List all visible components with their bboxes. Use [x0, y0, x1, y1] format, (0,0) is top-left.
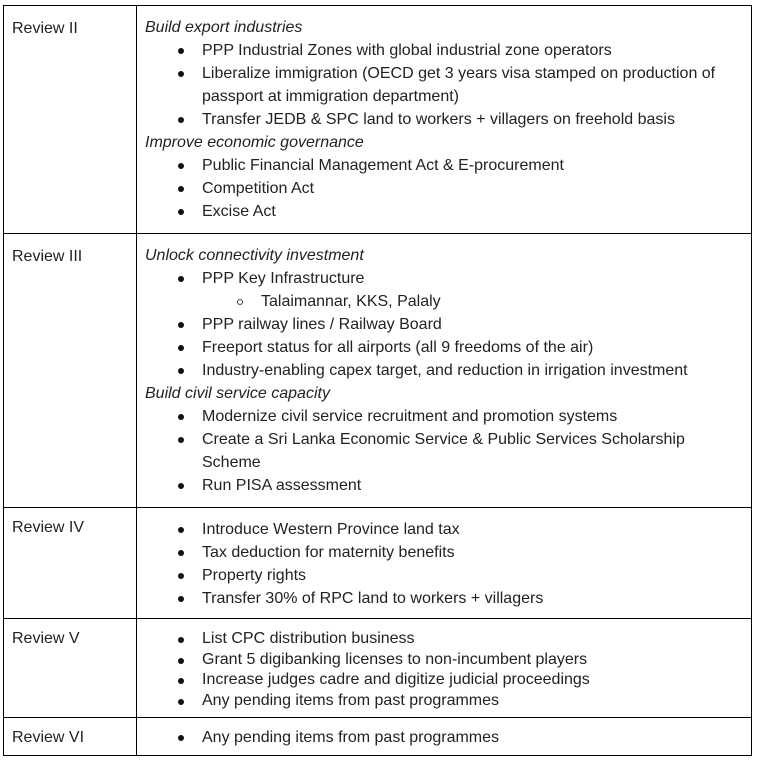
list-item: Run PISA assessment: [145, 474, 751, 497]
list-item: Industry-enabling capex target, and reduction in irrigation investment: [145, 359, 751, 382]
list-item: Excise Act: [145, 200, 751, 223]
review-label-cell: [4, 6, 137, 234]
section-heading: Build export industries: [145, 19, 303, 36]
list-item: Modernize civil service recruitment and promotion systems: [145, 405, 751, 428]
review-content-cell: [137, 508, 752, 619]
section-heading: Build civil service capacity: [145, 385, 330, 402]
list-item: List CPC distribution business: [145, 629, 751, 650]
section-heading: Unlock connectivity investment: [145, 247, 364, 264]
list-item: Any pending items from past programmes: [145, 726, 751, 749]
review-label-cell: [4, 234, 137, 508]
review-label: Review II: [12, 20, 78, 37]
review-label: Review V: [12, 630, 80, 647]
review-content-cell: [137, 234, 752, 508]
list-item: Any pending items from past programmes: [145, 691, 751, 712]
review-label-cell: [4, 508, 137, 619]
review-row: [4, 6, 752, 234]
bullet-list: [145, 154, 751, 223]
review-label-cell: [4, 718, 137, 756]
list-item: Transfer JEDB & SPC land to workers + villagers on freehold basis: [145, 108, 751, 131]
review-label: Review VI: [12, 729, 85, 746]
bullet-list: [145, 39, 751, 131]
review-label: Review IV: [12, 519, 85, 536]
review-label: Review III: [12, 248, 83, 265]
review-content-cell: [137, 619, 752, 718]
list-item: PPP railway lines / Railway Board: [145, 313, 751, 336]
list-item: Property rights: [145, 564, 751, 587]
bullet-list: [145, 726, 751, 749]
list-item: Tax deduction for maternity benefits: [145, 541, 751, 564]
bullet-list: [145, 518, 751, 610]
list-item: Create a Sri Lanka Economic Service & Public Services Scholarship Scheme: [145, 428, 751, 474]
review-label-cell: [4, 619, 137, 718]
review-content-cell: [137, 6, 752, 234]
bullet-list: [145, 629, 751, 711]
list-item: Liberalize immigration (OECD get 3 years visa stamped on production of passport at immigration department): [145, 62, 751, 108]
list-item: PPP Industrial Zones with global industrial zone operators: [145, 39, 751, 62]
section-heading: Improve economic governance: [145, 134, 364, 151]
bullet-list: [145, 267, 751, 382]
sub-list-item: Talaimannar, KKS, Palaly: [145, 290, 751, 313]
list-item: Transfer 30% of RPC land to workers + villagers: [145, 587, 751, 610]
review-row: [4, 718, 752, 756]
list-item: Competition Act: [145, 177, 751, 200]
review-row: [4, 619, 752, 718]
list-item: Grant 5 digibanking licenses to non-incumbent players: [145, 650, 751, 671]
list-item: Increase judges cadre and digitize judicial proceedings: [145, 670, 751, 691]
review-row: [4, 508, 752, 619]
list-item: PPP Key Infrastructure: [145, 267, 751, 290]
list-item: Freeport status for all airports (all 9 freedoms of the air): [145, 336, 751, 359]
bullet-list: [145, 405, 751, 497]
review-row: [4, 234, 752, 508]
review-content-cell: [137, 718, 752, 756]
list-item: Public Financial Management Act & E-procurement: [145, 154, 751, 177]
reviews-table: [3, 5, 752, 756]
list-item: Introduce Western Province land tax: [145, 518, 751, 541]
